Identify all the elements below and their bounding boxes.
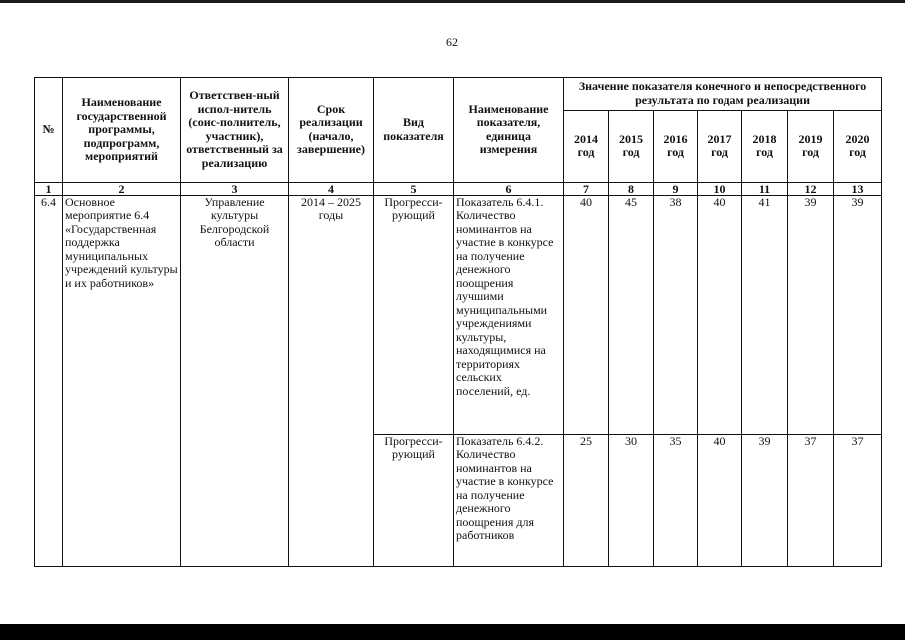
header-no: №	[35, 78, 63, 183]
indicator-value: 38	[654, 195, 698, 434]
indicator-value: 35	[654, 434, 698, 566]
scan-top-edge	[0, 0, 905, 3]
column-number: 9	[654, 182, 698, 195]
column-number: 11	[742, 182, 788, 195]
header-period: Срок реализации (начало, завершение)	[289, 78, 374, 183]
indicator-value: 39	[788, 195, 834, 434]
column-number: 5	[374, 182, 454, 195]
table-row	[35, 195, 882, 434]
row-number: 6.4	[35, 195, 63, 566]
header-program: Наименование государственной программы, подпрограмм, мероприятий	[63, 78, 181, 183]
indicators-table	[34, 77, 882, 567]
header-indicator: Наименование показателя, единица измерения	[454, 78, 564, 183]
indicator-value: 40	[698, 195, 742, 434]
header-year: 2015 год	[609, 110, 654, 182]
column-number: 4	[289, 182, 374, 195]
indicator-value: 45	[609, 195, 654, 434]
header-values-group: Значение показателя конечного и непосредственного результата по годам реализации	[564, 78, 882, 111]
indicator-value: 30	[609, 434, 654, 566]
header-year: 2017 год	[698, 110, 742, 182]
header-year: 2018 год	[742, 110, 788, 182]
indicator-kind: Прогресси-рующий	[374, 434, 454, 566]
indicator-kind: Прогресси-рующий	[374, 195, 454, 434]
column-number: 3	[181, 182, 289, 195]
indicator-value: 39	[834, 195, 882, 434]
indicator-value: 25	[564, 434, 609, 566]
indicator-value: 37	[788, 434, 834, 566]
page-number: 62	[446, 35, 458, 49]
indicator-value: 40	[698, 434, 742, 566]
scan-bottom-edge	[0, 624, 905, 640]
responsible-executor: Управление культуры Белгородской области	[181, 195, 289, 566]
indicator-name: Показатель 6.4.1. Количество номинантов на участие в конкурсе на получение денежного поощрения лучшими муниципальными учреждениями культуры, находящимися на территориях сельских поселений, ед.	[454, 195, 564, 434]
header-year: 2014 год	[564, 110, 609, 182]
column-number: 12	[788, 182, 834, 195]
column-number: 2	[63, 182, 181, 195]
indicator-value: 40	[564, 195, 609, 434]
header-kind: Вид показателя	[374, 78, 454, 183]
column-number: 6	[454, 182, 564, 195]
column-number: 8	[609, 182, 654, 195]
column-number: 10	[698, 182, 742, 195]
header-year: 2020 год	[834, 110, 882, 182]
header-year: 2019 год	[788, 110, 834, 182]
column-number: 1	[35, 182, 63, 195]
header-year: 2016 год	[654, 110, 698, 182]
indicator-value: 41	[742, 195, 788, 434]
program-name: Основное мероприятие 6.4 «Государственная поддержка муниципальных учреждений культуры и их работников»	[63, 195, 181, 566]
column-number: 7	[564, 182, 609, 195]
indicator-name: Показатель 6.4.2. Количество номинантов на участие в конкурсе на получение денежного поощрения для работников	[454, 434, 564, 566]
header-responsible: Ответствен-ный испол-нитель (соис-полнитель, участник), ответственный за реализацию	[181, 78, 289, 183]
indicator-value: 37	[834, 434, 882, 566]
implementation-period: 2014 – 2025 годы	[289, 195, 374, 566]
indicator-value: 39	[742, 434, 788, 566]
column-number: 13	[834, 182, 882, 195]
